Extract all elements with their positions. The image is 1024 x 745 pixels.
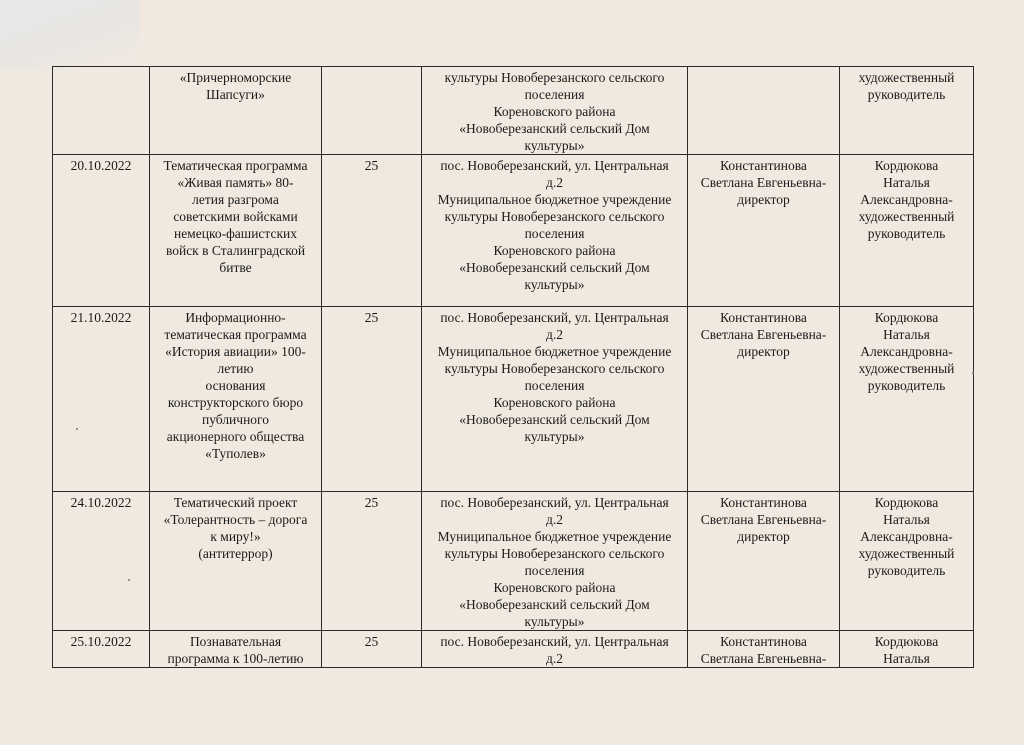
venue-line: пос. Новоберезанский, ул. Центральная [440, 495, 669, 510]
leader-line: Наталья [883, 327, 930, 342]
responsible-line: Светлана Евгеньевна- [700, 512, 827, 527]
venue-line: культуры Новоберезанского сельского [444, 209, 665, 224]
event-cell [150, 631, 322, 668]
leader-cell [840, 155, 974, 307]
venue-line: «Новоберезанский сельский Дом [459, 260, 650, 275]
event-cell [150, 492, 322, 631]
leader-line: руководитель [867, 87, 946, 102]
leader-cell [840, 307, 974, 492]
participants-text: 25 [364, 495, 379, 510]
venue-line: культуры» [524, 614, 585, 629]
event-line: «Причерноморские [179, 70, 292, 85]
venue-line: Муниципальное бюджетное учреждение [437, 529, 672, 544]
event-line: советскими войсками [173, 209, 298, 224]
leader-line: художественный [858, 546, 955, 561]
leader-line: Кордюкова [874, 158, 939, 173]
leader-line: руководитель [867, 563, 946, 578]
venue-line: культуры Новоберезанского сельского [444, 546, 665, 561]
event-line: (антитеррор) [198, 546, 273, 561]
participants-cell [322, 307, 422, 492]
event-line: Тематическая программа [163, 158, 308, 173]
leader-line: Александровна- [860, 529, 953, 544]
table-body [53, 67, 974, 668]
venue-line: поселения [524, 563, 585, 578]
venue-cell [422, 67, 688, 155]
venue-line: Кореновского района [493, 243, 616, 258]
table-row [53, 307, 974, 492]
venue-line: поселения [524, 87, 585, 102]
responsible-line: Светлана Евгеньевна- [700, 651, 827, 666]
venue-line: «Новоберезанский сельский Дом [459, 412, 650, 427]
event-line: Информационно- [185, 310, 286, 325]
participants-text: 25 [364, 158, 379, 173]
participants-cell [322, 631, 422, 668]
leader-line: Александровна- [860, 192, 953, 207]
table-row [53, 631, 974, 668]
responsible-line: Константинова [720, 495, 807, 510]
event-line: «Туполев» [205, 446, 266, 461]
leader-line: Кордюкова [874, 310, 939, 325]
venue-line: д.2 [546, 512, 563, 527]
event-line: публичного [201, 412, 269, 427]
date-cell [53, 155, 150, 307]
leader-line: художественный [858, 209, 955, 224]
venue-line: культуры Новоберезанского сельского [444, 70, 665, 85]
responsible-line: директор [737, 192, 790, 207]
venue-cell [422, 631, 688, 668]
venue-line: Кореновского района [493, 104, 616, 119]
venue-line: пос. Новоберезанский, ул. Центральная [440, 310, 669, 325]
venue-line: Муниципальное бюджетное учреждение [437, 192, 672, 207]
event-line: Познавательная [189, 634, 282, 649]
responsible-line: Светлана Евгеньевна- [700, 175, 827, 190]
venue-line: «Новоберезанский сельский Дом [459, 597, 650, 612]
event-line: Тематический проект [173, 495, 298, 510]
date-text: 20.10.2022 [70, 158, 132, 173]
venue-cell [422, 155, 688, 307]
date-text: 21.10.2022 [70, 310, 132, 325]
venue-line: культуры Новоберезанского сельского [444, 361, 665, 376]
table-row [53, 67, 974, 155]
leader-line: художественный [858, 361, 955, 376]
responsible-line: Константинова [720, 158, 807, 173]
scan-speck [76, 428, 78, 430]
venue-cell [422, 492, 688, 631]
event-cell [150, 67, 322, 155]
event-line: к миру!» [210, 529, 261, 544]
venue-line: пос. Новоберезанский, ул. Центральная [440, 158, 669, 173]
leader-cell [840, 492, 974, 631]
responsible-line: директор [737, 529, 790, 544]
leader-line: Наталья [883, 651, 930, 666]
responsible-line: Светлана Евгеньевна- [700, 327, 827, 342]
event-line: основания [205, 378, 266, 393]
leader-cell [840, 631, 974, 668]
leader-cell [840, 67, 974, 155]
event-cell [150, 307, 322, 492]
venue-cell [422, 307, 688, 492]
venue-line: Кореновского района [493, 580, 616, 595]
leader-line: Кордюкова [874, 495, 939, 510]
date-cell [53, 631, 150, 668]
event-line: войск в Сталинградской [165, 243, 306, 258]
responsible-line: директор [737, 344, 790, 359]
event-line: немецко-фашистских [173, 226, 298, 241]
event-line: акционерного общества [166, 429, 305, 444]
event-line: летия разгрома [192, 192, 279, 207]
responsible-cell [688, 307, 840, 492]
venue-line: поселения [524, 378, 585, 393]
venue-line: культуры» [524, 138, 585, 153]
event-line: «Живая память» 80- [177, 175, 294, 190]
table-row [53, 155, 974, 307]
event-line: конструкторского бюро [167, 395, 304, 410]
venue-line: культуры» [524, 277, 585, 292]
leader-line: Александровна- [860, 344, 953, 359]
responsible-cell [688, 631, 840, 668]
leader-line: художественный [858, 70, 955, 85]
venue-line: «Новоберезанский сельский Дом [459, 121, 650, 136]
participants-text: 25 [364, 310, 379, 325]
participants-text: 25 [364, 634, 379, 649]
venue-line: д.2 [546, 175, 563, 190]
venue-line: Кореновского района [493, 395, 616, 410]
leader-line: Наталья [883, 175, 930, 190]
table-row [53, 492, 974, 631]
event-line: программа к 100-летию [167, 651, 304, 666]
responsible-cell [688, 67, 840, 155]
events-schedule-table [52, 66, 974, 668]
leader-line: Кордюкова [874, 634, 939, 649]
leader-line: руководитель [867, 378, 946, 393]
date-text: 25.10.2022 [70, 634, 132, 649]
venue-line: д.2 [546, 651, 563, 666]
participants-cell [322, 67, 422, 155]
date-cell [53, 307, 150, 492]
leader-line: руководитель [867, 226, 946, 241]
event-cell [150, 155, 322, 307]
scan-speck [128, 579, 130, 581]
event-line: «Толерантность – дорога [163, 512, 308, 527]
venue-line: д.2 [546, 327, 563, 342]
participants-cell [322, 155, 422, 307]
scan-speck [972, 372, 974, 374]
date-cell [53, 67, 150, 155]
venue-line: поселения [524, 226, 585, 241]
venue-line: пос. Новоберезанский, ул. Центральная [440, 634, 669, 649]
venue-line: Муниципальное бюджетное учреждение [437, 344, 672, 359]
responsible-line: Константинова [720, 634, 807, 649]
event-line: «История авиации» 100- [165, 344, 306, 359]
participants-cell [322, 492, 422, 631]
event-line: битве [219, 260, 252, 275]
responsible-cell [688, 492, 840, 631]
date-text: 24.10.2022 [70, 495, 132, 510]
venue-line: культуры» [524, 429, 585, 444]
date-cell [53, 492, 150, 631]
event-line: Шапсуги» [206, 87, 265, 102]
responsible-cell [688, 155, 840, 307]
leader-line: Наталья [883, 512, 930, 527]
event-line: тематическая программа [164, 327, 307, 342]
event-line: летию [217, 361, 254, 376]
responsible-line: Константинова [720, 310, 807, 325]
